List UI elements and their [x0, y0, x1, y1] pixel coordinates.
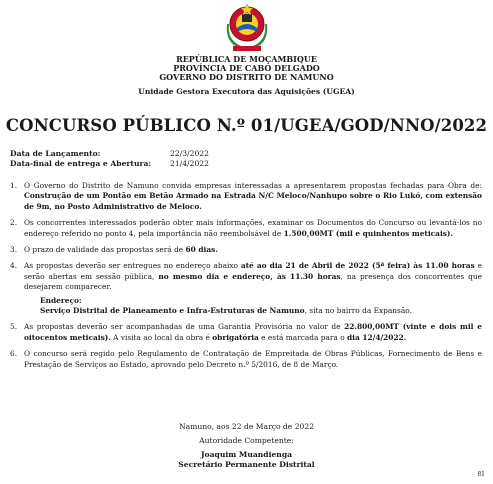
launch-date-label: Data de Lançamento: [10, 149, 101, 158]
address-label: Endereço: [40, 295, 82, 305]
item-text: e serão abertas em sessão pública, [24, 261, 482, 281]
item-text: e está marcada para o [258, 332, 347, 342]
header-province: PROVÍNCIA DE CABO DELGADO [173, 63, 320, 73]
item-text: O concurso será regido pelo Regulamento de Contratação de Empreitada de Obras Públicas, Fornecimento de Bens e Prestação de Serviços ao Estado, aprovado pelo Decreto n.º 5/2016, de 8 de Março. [24, 349, 482, 369]
header-republic: REPÚBLICA DE MOÇAMBIQUE [176, 54, 317, 64]
item-number: 2. [10, 218, 18, 228]
list-item [10, 245, 482, 255]
authority-label: Autoridade Competente: [199, 436, 294, 445]
signatory-name: Joaquim Muandienga [200, 450, 293, 459]
item-bold-text: 22.800,00MT (vinte e dois mil e oitocentos meticais). [24, 322, 482, 342]
deadline-date-label: Data-final de entrega e Abertura: [10, 159, 152, 168]
item-bold-text: 60 dias. [185, 245, 218, 255]
list-item [10, 322, 482, 343]
item-text: , na presença dos concorrentes que desejarem comparecer. [24, 271, 483, 292]
page-number: 81 [477, 471, 485, 478]
item-text: A visita ao local da obra é [110, 332, 213, 342]
item-bold-text: Construção de um Pontão em Betão Armado na Estrada N/C Meloco/Nanhupo sobre o Rio Lukó, com extensão de 9m, no Posto Administrativo de Meloco. [24, 191, 482, 211]
item-number: 3. [10, 245, 18, 255]
address-rest: , sita no bairro da Expansão. [304, 306, 412, 316]
coat-of-arms-emblem [223, 2, 271, 52]
dates-block [10, 149, 209, 169]
address-block [10, 296, 482, 317]
item-bold-text: obrigatória [212, 332, 259, 342]
list-item [10, 218, 482, 239]
deadline-date-value: 21/4/2022 [170, 159, 209, 168]
item-number: 6. [10, 349, 18, 359]
signatory-role: Secretário Permanente Distrital [178, 460, 315, 469]
item-number: 1. [10, 181, 18, 190]
item-number: 5. [10, 322, 18, 332]
item-bold-text: dia 12/4/2022. [347, 332, 407, 342]
item-text: O Governo do Distrito de Namuno convida empresas interessadas a apresentarem propostas fechadas para Obra de: [24, 181, 482, 190]
address-value: Serviço Distrital de Planeamento e Infra-Estruturas de Namuno [40, 306, 305, 316]
item-bold-text: até ao dia 21 de Abril de 2022 (5ª feira) às 11.00 horas [240, 261, 475, 271]
item-bold-text: 1.500,00MT (mil e quinhentos meticais). [283, 228, 453, 238]
list-item [10, 261, 482, 292]
item-text: As propostas deverão ser entregues no endereço abaixo [24, 261, 241, 271]
item-text: As propostas deverão ser acompanhadas de uma Garantia Provisória no valor de [24, 322, 345, 332]
item-text: Os concorrentes interessados poderão obter mais informações, examinar os Documentos do Concurso ou levantá-los no endereço referido no ponto 4, pela importância não reembolsável de [24, 218, 482, 238]
item-bold-text: no mesmo dia e endereço, às 11.30 horas [158, 271, 341, 281]
tender-items-list [10, 181, 482, 376]
item-text: O prazo de validade das propostas será de [24, 245, 186, 255]
list-item [10, 349, 482, 370]
header-government: GOVERNO DO DISTRITO DE NAMUNO [159, 72, 334, 82]
document-title: CONCURSO PÚBLICO N.º 01/UGEA/GOD/NNO/2022 [5, 116, 488, 135]
header-unit: Unidade Gestora Executora das Aquisições (UGEA) [138, 87, 355, 96]
launch-date-value: 22/3/2022 [170, 149, 209, 158]
list-item [10, 181, 482, 212]
place-date: Namuno, aos 22 de Março de 2022 [178, 422, 315, 431]
item-number: 4. [10, 261, 18, 271]
